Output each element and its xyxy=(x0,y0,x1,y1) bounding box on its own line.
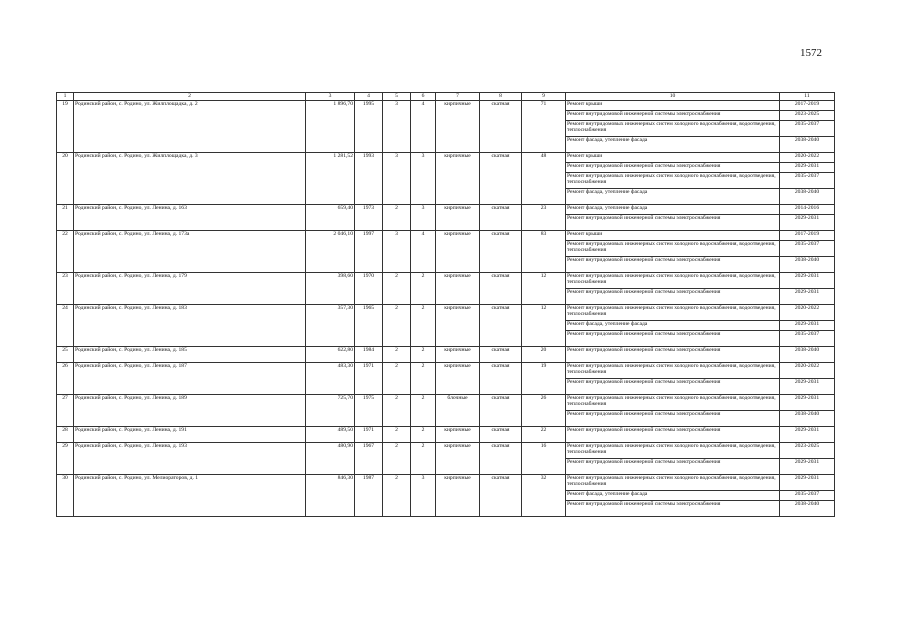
capital-repair-table xyxy=(56,92,835,517)
residents-cell: 32 xyxy=(522,475,566,517)
year-cell: 1993 xyxy=(355,153,383,205)
floors-cell: 2 xyxy=(383,443,411,475)
walls-cell: кирпичные xyxy=(436,153,480,205)
address-cell: Родинский район, с. Родино, ул. Ленина, д. 185 xyxy=(74,347,306,363)
walls-cell: кирпичные xyxy=(436,363,480,395)
year-cell: 1984 xyxy=(355,347,383,363)
column-header: 11 xyxy=(780,93,835,101)
year-cell: 1973 xyxy=(355,205,383,231)
column-header: 3 xyxy=(306,93,355,101)
work-type-cell: Ремонт фасада, утепление фасада xyxy=(566,189,780,205)
year-cell: 1997 xyxy=(355,231,383,273)
walls-cell: кирпичные xyxy=(436,443,480,475)
entrances-cell: 3 xyxy=(411,475,436,517)
work-period-cell: 2038-2040 xyxy=(780,501,835,517)
entrances-cell: 4 xyxy=(411,101,436,153)
work-period-cell: 2035-2037 xyxy=(780,173,835,189)
work-period-cell: 2014-2016 xyxy=(780,205,835,215)
table-row xyxy=(57,347,835,363)
floors-cell: 2 xyxy=(383,395,411,427)
residents-cell: 22 xyxy=(522,427,566,443)
work-period-cell: 2017-2019 xyxy=(780,101,835,111)
roof-cell: скатная xyxy=(480,101,522,153)
roof-cell: скатная xyxy=(480,347,522,363)
work-period-cell: 2038-2040 xyxy=(780,137,835,153)
area-cell: 2 046,10 xyxy=(306,231,355,273)
residents-cell: 83 xyxy=(522,231,566,273)
floors-cell: 3 xyxy=(383,231,411,273)
work-period-cell: 2035-2037 xyxy=(780,491,835,501)
work-type-cell: Ремонт внутридомовой инженерной системы электроснабжения xyxy=(566,427,780,443)
area-cell: 480,90 xyxy=(306,443,355,475)
roof-cell: скатная xyxy=(480,231,522,273)
column-header: 6 xyxy=(411,93,436,101)
table-row xyxy=(57,101,835,111)
work-period-cell: 2038-2040 xyxy=(780,411,835,427)
work-type-cell: Ремонт внутридомовых инженерных систем холодного водоснабжения, водоотведения, теплоснабжения xyxy=(566,395,780,411)
work-type-cell: Ремонт фасада, утепление фасада xyxy=(566,491,780,501)
roof-cell: скатная xyxy=(480,363,522,395)
work-period-cell: 2035-2037 xyxy=(780,121,835,137)
work-type-cell: Ремонт внутридомовой инженерной системы электроснабжения xyxy=(566,501,780,517)
year-cell: 1971 xyxy=(355,363,383,395)
residents-cell: 71 xyxy=(522,101,566,153)
table-row xyxy=(57,273,835,289)
column-header: 9 xyxy=(522,93,566,101)
column-header: 2 xyxy=(74,93,306,101)
row-number: 26 xyxy=(57,363,74,395)
area-cell: 1 281,52 xyxy=(306,153,355,205)
work-period-cell: 2020-2022 xyxy=(780,305,835,321)
table-row xyxy=(57,427,835,443)
residents-cell: 12 xyxy=(522,273,566,305)
walls-cell: кирпичные xyxy=(436,205,480,231)
year-cell: 1970 xyxy=(355,273,383,305)
area-cell: 1 896,70 xyxy=(306,101,355,153)
address-cell: Родинский район, с. Родино, ул. Жилплощадка, д. 2 xyxy=(74,101,306,153)
address-cell: Родинский район, с. Родино, ул. Ленина, д. 173а xyxy=(74,231,306,273)
work-type-cell: Ремонт внутридомовых инженерных систем холодного водоснабжения, водоотведения, теплоснабжения xyxy=(566,241,780,257)
work-type-cell: Ремонт внутридомовой инженерной системы электроснабжения xyxy=(566,111,780,121)
row-number: 22 xyxy=(57,231,74,273)
residents-cell: 48 xyxy=(522,153,566,205)
address-cell: Родинский район, с. Родино, ул. Ленина, д. 187 xyxy=(74,363,306,395)
residents-cell: 20 xyxy=(522,347,566,363)
work-type-cell: Ремонт внутридомовой инженерной системы электроснабжения xyxy=(566,459,780,475)
column-header: 4 xyxy=(355,93,383,101)
page-number: 1572 xyxy=(800,47,822,59)
walls-cell: кирпичные xyxy=(436,305,480,347)
roof-cell: скатная xyxy=(480,205,522,231)
work-period-cell: 2029-2031 xyxy=(780,163,835,173)
walls-cell: кирпичные xyxy=(436,101,480,153)
entrances-cell: 2 xyxy=(411,427,436,443)
row-number: 28 xyxy=(57,427,74,443)
roof-cell: скатная xyxy=(480,273,522,305)
address-cell: Родинский район, с. Родино, ул. Мелиораторов, д. 1 xyxy=(74,475,306,517)
work-type-cell: Ремонт фасада, утепление фасада xyxy=(566,205,780,215)
work-type-cell: Ремонт крыши xyxy=(566,153,780,163)
table-row xyxy=(57,205,835,215)
roof-cell: скатная xyxy=(480,305,522,347)
residents-cell: 12 xyxy=(522,305,566,347)
work-type-cell: Ремонт внутридомовой инженерной системы электроснабжения xyxy=(566,163,780,173)
column-header: 8 xyxy=(480,93,522,101)
area-cell: 659,40 xyxy=(306,205,355,231)
row-number: 29 xyxy=(57,443,74,475)
floors-cell: 2 xyxy=(383,205,411,231)
work-type-cell: Ремонт внутридомовой инженерной системы электроснабжения xyxy=(566,257,780,273)
work-type-cell: Ремонт внутридомовых инженерных систем холодного водоснабжения, водоотведения, теплоснабжения xyxy=(566,273,780,289)
work-period-cell: 2035-2037 xyxy=(780,241,835,257)
work-type-cell: Ремонт внутридомовых инженерных систем холодного водоснабжения, водоотведения, теплоснабжения xyxy=(566,443,780,459)
work-type-cell: Ремонт фасада, утепление фасада xyxy=(566,321,780,331)
work-period-cell: 2029-2031 xyxy=(780,215,835,231)
work-period-cell: 2017-2019 xyxy=(780,231,835,241)
work-type-cell: Ремонт внутридомовой инженерной системы электроснабжения xyxy=(566,411,780,427)
year-cell: 1967 xyxy=(355,443,383,475)
floors-cell: 2 xyxy=(383,363,411,395)
area-cell: 357,30 xyxy=(306,305,355,347)
work-type-cell: Ремонт внутридомовых инженерных систем холодного водоснабжения, водоотведения, теплоснабжения xyxy=(566,121,780,137)
table-row xyxy=(57,395,835,411)
work-period-cell: 2023-2025 xyxy=(780,111,835,121)
work-period-cell: 2020-2022 xyxy=(780,153,835,163)
row-number: 21 xyxy=(57,205,74,231)
work-period-cell: 2029-2031 xyxy=(780,475,835,491)
column-header: 5 xyxy=(383,93,411,101)
entrances-cell: 2 xyxy=(411,273,436,305)
walls-cell: кирпичные xyxy=(436,347,480,363)
work-type-cell: Ремонт внутридомовой инженерной системы электроснабжения xyxy=(566,331,780,347)
floors-cell: 3 xyxy=(383,153,411,205)
work-period-cell: 2029-2031 xyxy=(780,289,835,305)
work-period-cell: 2029-2031 xyxy=(780,321,835,331)
year-cell: 1975 xyxy=(355,395,383,427)
area-cell: 622,80 xyxy=(306,347,355,363)
work-period-cell: 2029-2031 xyxy=(780,273,835,289)
work-type-cell: Ремонт внутридомовой инженерной системы электроснабжения xyxy=(566,347,780,363)
year-cell: 1965 xyxy=(355,305,383,347)
residents-cell: 26 xyxy=(522,395,566,427)
work-type-cell: Ремонт внутридомовых инженерных систем холодного водоснабжения, водоотведения, теплоснабжения xyxy=(566,475,780,491)
work-period-cell: 2029-2031 xyxy=(780,379,835,395)
address-cell: Родинский район, с. Родино, ул. Ленина, д. 189 xyxy=(74,395,306,427)
work-period-cell: 2038-2040 xyxy=(780,257,835,273)
table-row xyxy=(57,443,835,459)
entrances-cell: 2 xyxy=(411,443,436,475)
residents-cell: 16 xyxy=(522,443,566,475)
address-cell: Родинский район, с. Родино, ул. Ленина, д. 163 xyxy=(74,205,306,231)
entrances-cell: 3 xyxy=(411,153,436,205)
address-cell: Родинский район, с. Родино, ул. Ленина, д. 193 xyxy=(74,443,306,475)
table-row xyxy=(57,475,835,491)
row-number: 30 xyxy=(57,475,74,517)
walls-cell: кирпичные xyxy=(436,427,480,443)
year-cell: 1995 xyxy=(355,101,383,153)
table-row xyxy=(57,305,835,321)
table-row xyxy=(57,153,835,163)
roof-cell: скатная xyxy=(480,427,522,443)
roof-cell: скатная xyxy=(480,475,522,517)
area-cell: 846,30 xyxy=(306,475,355,517)
address-cell: Родинский район, с. Родино, ул. Жилплощадка, д. 3 xyxy=(74,153,306,205)
row-number: 20 xyxy=(57,153,74,205)
floors-cell: 2 xyxy=(383,427,411,443)
row-number: 24 xyxy=(57,305,74,347)
table-row xyxy=(57,231,835,241)
walls-cell: кирпичные xyxy=(436,273,480,305)
column-header: 1 xyxy=(57,93,74,101)
work-type-cell: Ремонт внутридомовой инженерной системы электроснабжения xyxy=(566,289,780,305)
entrances-cell: 3 xyxy=(411,205,436,231)
work-period-cell: 2029-2031 xyxy=(780,395,835,411)
walls-cell: кирпичные xyxy=(436,475,480,517)
area-cell: 483,30 xyxy=(306,363,355,395)
floors-cell: 2 xyxy=(383,305,411,347)
work-period-cell: 2038-2040 xyxy=(780,189,835,205)
row-number: 27 xyxy=(57,395,74,427)
column-number-row xyxy=(57,93,835,101)
roof-cell: скатная xyxy=(480,395,522,427)
walls-cell: кирпичные xyxy=(436,231,480,273)
work-type-cell: Ремонт внутридомовых инженерных систем холодного водоснабжения, водоотведения, теплоснабжения xyxy=(566,363,780,379)
work-period-cell: 2038-2040 xyxy=(780,347,835,363)
floors-cell: 2 xyxy=(383,347,411,363)
residents-cell: 19 xyxy=(522,363,566,395)
entrances-cell: 2 xyxy=(411,395,436,427)
entrances-cell: 4 xyxy=(411,231,436,273)
work-type-cell: Ремонт крыши xyxy=(566,101,780,111)
entrances-cell: 2 xyxy=(411,363,436,395)
area-cell: 725,70 xyxy=(306,395,355,427)
floors-cell: 2 xyxy=(383,475,411,517)
year-cell: 1971 xyxy=(355,427,383,443)
area-cell: 398,60 xyxy=(306,273,355,305)
walls-cell: блочные xyxy=(436,395,480,427)
column-header: 7 xyxy=(436,93,480,101)
floors-cell: 3 xyxy=(383,101,411,153)
work-period-cell: 2029-2031 xyxy=(780,427,835,443)
year-cell: 1987 xyxy=(355,475,383,517)
work-period-cell: 2020-2022 xyxy=(780,363,835,379)
roof-cell: скатная xyxy=(480,443,522,475)
work-type-cell: Ремонт фасада, утепление фасада xyxy=(566,137,780,153)
address-cell: Родинский район, с. Родино, ул. Ленина, д. 183 xyxy=(74,305,306,347)
entrances-cell: 2 xyxy=(411,347,436,363)
floors-cell: 2 xyxy=(383,273,411,305)
work-type-cell: Ремонт внутридомовых инженерных систем холодного водоснабжения, водоотведения, теплоснабжения xyxy=(566,305,780,321)
work-type-cell: Ремонт внутридомовой инженерной системы электроснабжения xyxy=(566,215,780,231)
work-period-cell: 2023-2025 xyxy=(780,443,835,459)
work-type-cell: Ремонт крыши xyxy=(566,231,780,241)
residents-cell: 23 xyxy=(522,205,566,231)
column-header: 10 xyxy=(566,93,780,101)
area-cell: 489,50 xyxy=(306,427,355,443)
work-period-cell: 2035-2037 xyxy=(780,331,835,347)
entrances-cell: 2 xyxy=(411,305,436,347)
table-row xyxy=(57,363,835,379)
row-number: 19 xyxy=(57,101,74,153)
work-type-cell: Ремонт внутридомовых инженерных систем холодного водоснабжения, водоотведения, теплоснабжения xyxy=(566,173,780,189)
row-number: 23 xyxy=(57,273,74,305)
row-number: 25 xyxy=(57,347,74,363)
address-cell: Родинский район, с. Родино, ул. Ленина, д. 191 xyxy=(74,427,306,443)
roof-cell: скатная xyxy=(480,153,522,205)
address-cell: Родинский район, с. Родино, ул. Ленина, д. 179 xyxy=(74,273,306,305)
work-period-cell: 2029-2031 xyxy=(780,459,835,475)
work-type-cell: Ремонт внутридомовой инженерной системы электроснабжения xyxy=(566,379,780,395)
